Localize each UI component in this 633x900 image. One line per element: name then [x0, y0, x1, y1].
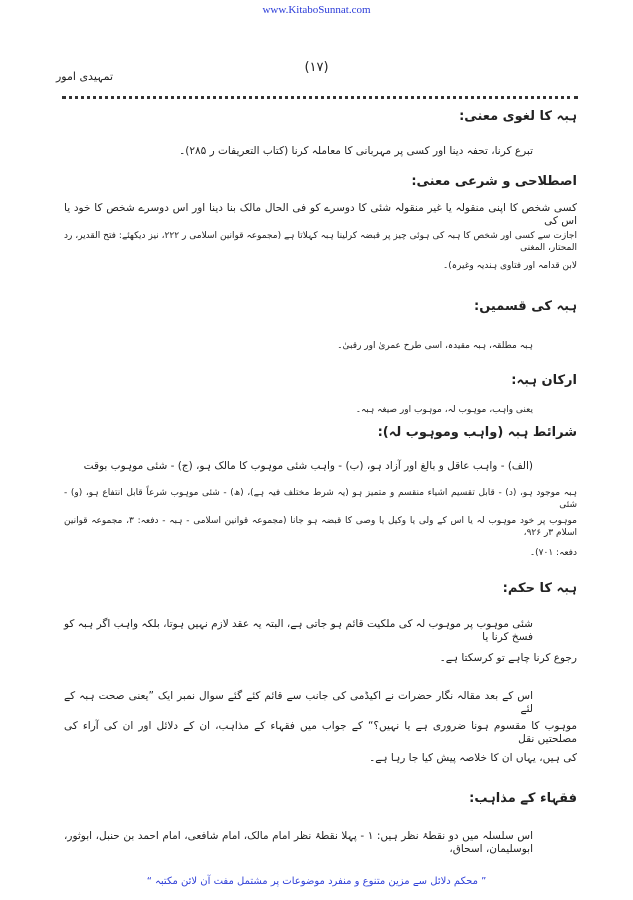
text-line: کسی شخص کا اپنی منقولہ یا غیر منقولہ شئی کا دوسرے کو فی الحال مالک بنا دینا اور اس دوسرے شخص کا خود یا اس کی — [64, 202, 577, 227]
section-heading: ہبہ کا حکم: — [502, 581, 577, 596]
text-line: ہبہ مطلقہ، ہبہ مقیدہ، اسی طرح عمریٰ اور رقبیٰ۔ — [337, 341, 533, 351]
text-line: تبرع کرنا، تحفہ دینا اور کسی پر مہربانی کا معاملہ کرنا (کتاب التعریفات ر ۲۸۵)۔ — [179, 145, 533, 157]
text-line: شئی موہوب پر موہوب لہ کی ملکیت قائم ہو جاتی ہے، البتہ یہ عقد لازم نہیں ہوتا، بلکہ واہب اگر ہبہ کو فسخ کرنا یا — [64, 618, 533, 643]
text-line: اس سلسلہ میں دو نقطۂ نظر ہیں: ۱ - پہلا نقطۂ نظر امام مالک، امام شافعی، امام احمد بن حنبل، ابوثور، ابوسلیمان، اسحاق، — [64, 830, 533, 855]
text-line: (الف) - واہب عاقل و بالغ اور آزاد ہو، (ب) - واہب شئی موہوب کا مالک ہو، (ج) - شئی موہوب بوقت — [83, 460, 533, 472]
website-url[interactable]: www.KitaboSunnat.com — [262, 4, 371, 16]
section-heading: ارکان ہبہ: — [511, 373, 577, 388]
section-heading: اصطلاحی و شرعی معنی: — [411, 174, 577, 189]
text-line: دفعہ: ۷۰۱)۔ — [529, 548, 577, 558]
running-title: تمہیدی امور — [56, 70, 114, 83]
section-heading: ہبہ کا لغوی معنی: — [459, 109, 577, 124]
page-number: (۱۷) — [304, 60, 329, 75]
section-heading: فقہاء کے مذاہب: — [469, 791, 577, 806]
section-heading: ہبہ کی قسمیں: — [474, 299, 577, 314]
text-line: کی ہیں، یہاں ان کا خلاصہ پیش کیا جا رہا ہے۔ — [369, 752, 577, 764]
text-line: لابن قدامہ اور فتاوی ہندیہ وغیرہ)۔ — [442, 261, 577, 271]
footer-tagline: ” محکم دلائل سے مزین متنوع و منفرد موضوعات پر مشتمل مفت آن لائن مکتبہ “ — [146, 876, 487, 887]
text-line: موہوب کا مقسوم ہونا ضروری ہے یا نہیں؟“ کے جواب میں فقہاء کے مذاہب، ان کے دلائل اور ان کی آراء کی مصلحتیں نقل — [64, 720, 577, 745]
header-divider — [62, 96, 578, 99]
text-line: موہوب پر خود موہوب لہ یا اس کے ولی یا وکیل یا وصی کا قبضہ ہو جانا (مجموعہ قوانین اسلامی - ہبہ - دفعہ: ۳، مجموعہ قوانین اسلام ۳ر ۹۲۶، — [64, 516, 577, 538]
text-line: یعنی واہب، موہوب لہ، موہوب اور صیغہ ہبہ۔ — [355, 405, 533, 415]
text-line: ہبہ موجود ہو، (د) - قابل تقسیم اشیاء منقسم و متمیز ہو (یہ شرط مختلف فیہ ہے)، (ھ) - شئی موہوب شرعاً قابل انتفاع ہو، (و) - شئی — [64, 488, 577, 510]
text-line: اجازت سے کسی اور شخص کا ہبہ کی ہوئی چیز پر قبضہ کرلینا ہبہ کہلاتا ہے (مجموعہ قوانین اسلامی ر ۲۲۲، نیز دیکھئے: فتح القدیر، رد المحتار، المغنی — [64, 231, 577, 253]
section-heading: شرائط ہبہ (واہب وموہوب لہ): — [377, 425, 577, 440]
text-line: اس کے بعد مقالہ نگار حضرات نے اکیڈمی کی جانب سے قائم کئے گئے سوال نمبر ایک ”یعنی صحت ہبہ کے لئے — [64, 690, 533, 715]
text-line: رجوع کرنا چاہے تو کرسکتا ہے۔ — [439, 652, 577, 664]
